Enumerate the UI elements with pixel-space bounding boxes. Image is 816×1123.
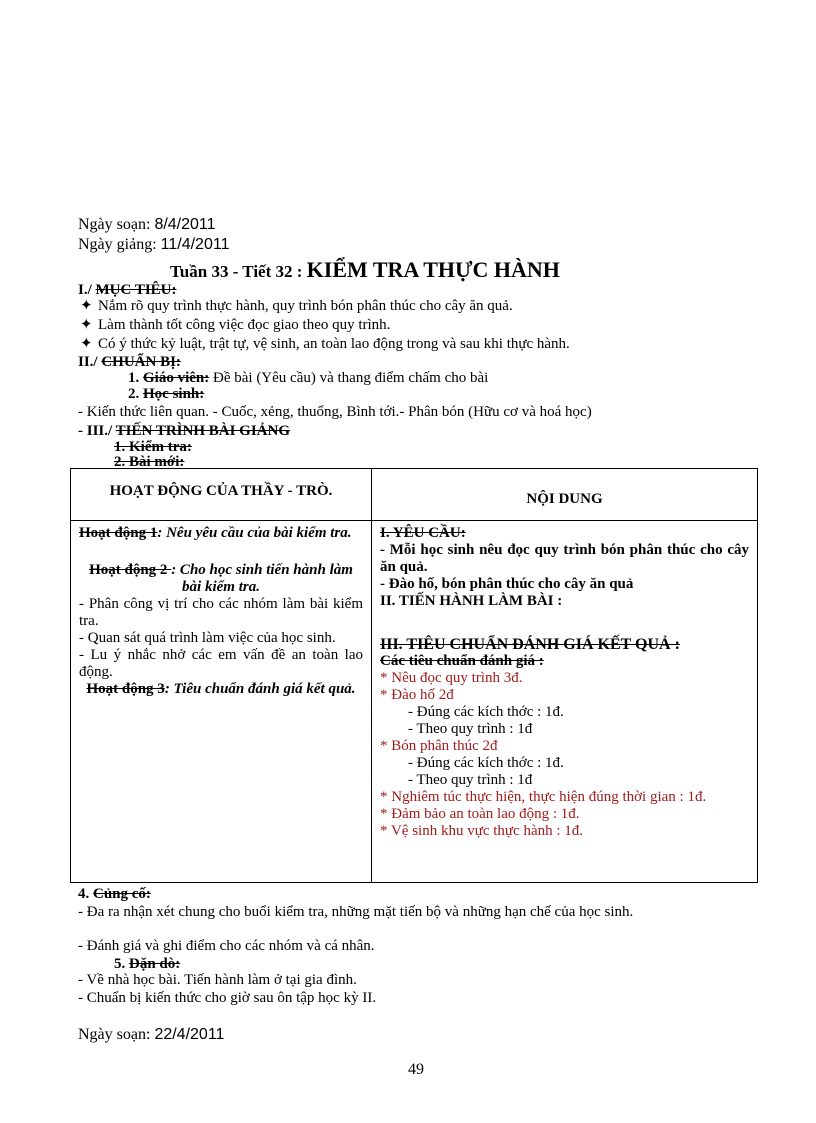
- criteria-heading: Các tiêu chuẩn đánh giá :: [380, 653, 544, 669]
- consolidation-line: - Đa ra nhận xét chung cho buổi kiểm tra, những mặt tiến bộ và những hạn chế của học sinh.: [78, 904, 634, 920]
- objective-text: Nắm rõ quy trình thực hành, quy trình bón phân thúc cho cây ăn quả.: [98, 298, 513, 314]
- process-title: TIẾN TRÌNH BÀI GIẢNG: [115, 423, 291, 439]
- activity-1-label: Hoạt động 1: [79, 525, 158, 541]
- lesson-heading: [170, 258, 560, 284]
- student-prep: [128, 386, 204, 403]
- next-prep-label: Ngày soạn:: [78, 1026, 151, 1043]
- requirement-line: - Đào hố, bón phân thúc cho cây ăn quả: [380, 576, 634, 592]
- teacher-label: Giáo viên:: [143, 370, 210, 386]
- activity-3-label: Hoạt động 3: [86, 681, 165, 697]
- process-num: - III./: [78, 423, 113, 439]
- objective-text: Làm thành tốt công việc đọc giao theo quy trình.: [98, 317, 391, 333]
- criterion-sub-line: - Theo quy trình : 1đ: [408, 721, 533, 737]
- consolidation-num: 4.: [78, 886, 90, 902]
- homework-title: Dặn dò:: [129, 956, 181, 972]
- star-bullet-icon: ✦: [80, 317, 93, 333]
- criterion-line: * Nêu đọc quy trình 3đ.: [380, 670, 523, 686]
- teach-date-line: [78, 236, 229, 253]
- objective-item: [80, 336, 570, 353]
- requirement-line: - Mỗi học sinh nêu đọc quy trình bón phân thúc cho cây ăn quả.: [380, 542, 749, 575]
- teach-date-value: 11/4/2011: [160, 236, 230, 253]
- criterion-line: * Đào hố 2đ: [380, 687, 454, 703]
- objective-item: [80, 298, 513, 315]
- prep-date-line: [78, 216, 216, 233]
- criterion-sub-line: - Đúng các kích thớc : 1đ.: [408, 755, 564, 771]
- student-materials: - Kiến thức liên quan. - Cuốc, xẻng, thuổng, Bình tới.- Phân bón (Hữu cơ và hoá học): [78, 404, 592, 420]
- activity-3-text: : Tiêu chuẩn đánh giá kết quả.: [164, 681, 356, 697]
- activities-cell: [71, 521, 372, 883]
- content-cell: [372, 521, 758, 883]
- process-heading: [78, 423, 290, 440]
- col1-header: HOẠT ĐỘNG CỦA THẦY - TRÒ.: [109, 483, 333, 499]
- requirements-heading: I. YÊU CẦU:: [380, 525, 466, 541]
- activities-content: [71, 521, 371, 698]
- new-lesson-label: 2. Bài mới:: [114, 454, 185, 470]
- next-prep-date-line: [78, 1026, 224, 1043]
- homework-line: - Chuẩn bị kiến thức cho giờ sau ôn tập học kỳ II.: [78, 990, 377, 1006]
- objective-text: Có ý thức kỷ luật, trật tự, vệ sinh, an toàn lao động trong và sau khi thực hành.: [98, 336, 570, 352]
- do-test-heading: II. TIẾN HÀNH LÀM BÀI :: [380, 593, 563, 609]
- activity-1: [79, 525, 363, 542]
- student-num: 2.: [128, 386, 140, 402]
- criterion-line: * Nghiêm túc thực hiện, thực hiện đúng thời gian : 1đ.: [380, 789, 707, 805]
- student-label: Học sinh:: [143, 386, 205, 402]
- activity-3: [79, 681, 363, 698]
- prep-date-value: 8/4/2011: [154, 216, 216, 233]
- table-header-row: [71, 469, 758, 521]
- star-bullet-icon: ✦: [80, 336, 93, 352]
- homework-num: 5.: [114, 956, 126, 972]
- evaluation-heading: III. TIÊU CHUẨN ĐÁNH GIÁ KẾT QUẢ :: [380, 636, 680, 653]
- page-number: 49: [408, 1061, 424, 1078]
- next-prep-date: 22/4/2011: [154, 1026, 225, 1043]
- preparation-title: CHUẨN BỊ:: [101, 354, 181, 370]
- check-label: 1. Kiểm tra:: [114, 439, 192, 455]
- col2-header-cell: [372, 469, 758, 521]
- activity-line: - Phân công vị trí cho các nhóm làm bài kiểm tra.: [79, 596, 363, 629]
- objectives-heading: [78, 282, 177, 299]
- prep-date-label: Ngày soạn:: [78, 216, 151, 233]
- lesson-table: [70, 468, 758, 883]
- homework-heading: [114, 956, 180, 973]
- activity-1-text: : Nêu yêu cầu của bài kiểm tra.: [157, 525, 352, 541]
- criterion-line: * Vệ sinh khu vực thực hành : 1đ.: [380, 823, 584, 839]
- activity-2: [79, 562, 363, 596]
- col1-header-cell: [71, 469, 372, 521]
- teach-date-label: Ngày giảng:: [78, 236, 157, 253]
- criterion-line: * Bón phân thúc 2đ: [380, 738, 498, 754]
- col2-header: NỘI DUNG: [526, 491, 603, 507]
- activity-line: - Lu ý nhắc nhở các em vấn đề an toàn lao động.: [79, 647, 363, 680]
- consolidation-heading: [78, 886, 151, 903]
- objective-item: [80, 317, 390, 334]
- preparation-heading: [78, 354, 181, 371]
- activity-2-text: : Cho học sinh tiến hành làm bài kiểm tra.: [171, 562, 353, 595]
- star-bullet-icon: ✦: [80, 298, 93, 314]
- page-title: KIỂM TRA THỰC HÀNH: [306, 257, 560, 282]
- teacher-text: Đề bài (Yêu cầu) và thang điểm chấm cho bài: [209, 370, 489, 386]
- week-label: Tuần 33 - Tiết 32 :: [170, 262, 303, 281]
- teacher-prep: [128, 370, 488, 387]
- preparation-num: II./: [78, 354, 98, 370]
- content-body: [372, 521, 757, 840]
- teacher-num: 1.: [128, 370, 140, 386]
- consolidation-title: Củng cố:: [93, 886, 151, 902]
- criterion-sub-line: - Theo quy trình : 1đ: [408, 772, 533, 788]
- activity-line: - Quan sát quá trình làm việc của học sinh.: [79, 630, 336, 646]
- homework-line: - Về nhà học bài. Tiến hành làm ở tại gia đình.: [78, 972, 357, 988]
- objectives-num: I./: [78, 282, 92, 298]
- activity-2-label: Hoạt động 2: [89, 562, 172, 578]
- objectives-title: MỤC TIÊU:: [95, 282, 177, 298]
- criterion-sub-line: - Đúng các kích thớc : 1đ.: [408, 704, 564, 720]
- consolidation-line: - Đánh giá và ghi điểm cho các nhóm và cá nhân.: [78, 938, 375, 954]
- criterion-line: * Đảm bảo an toàn lao động : 1đ.: [380, 806, 580, 822]
- table-content-row: [71, 521, 758, 883]
